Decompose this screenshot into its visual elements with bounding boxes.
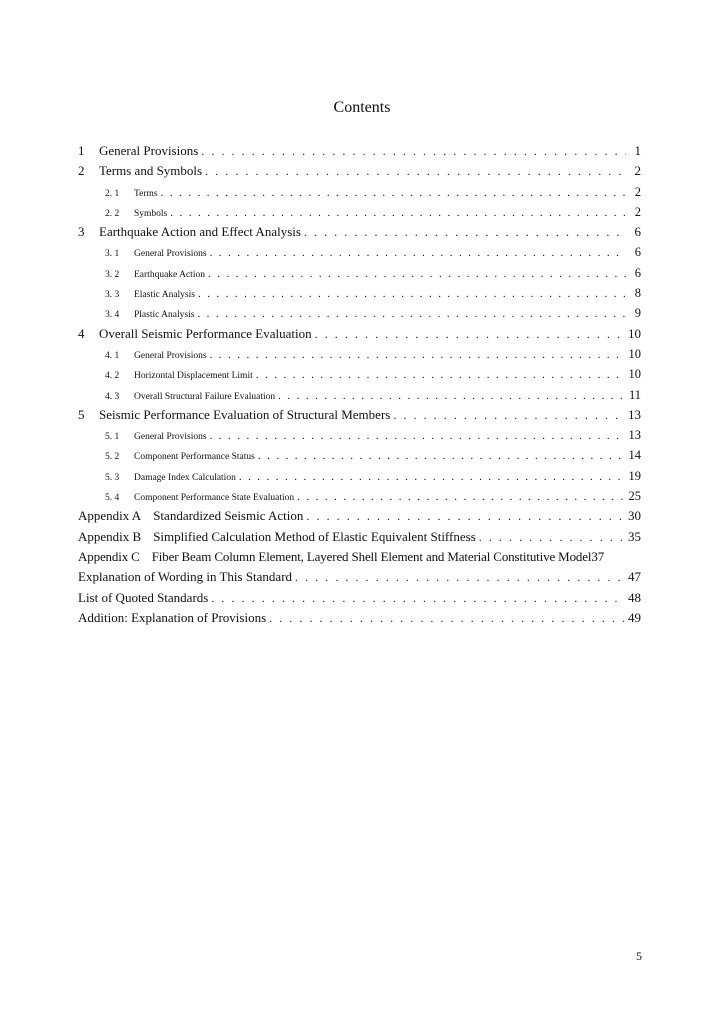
toc-entry-label: Component Performance Status [134, 452, 255, 463]
toc-entry-label: Seismic Performance Evaluation of Structural Members [99, 406, 391, 422]
toc-entry-4-2[interactable] [78, 364, 641, 384]
toc-entry-number: 3 [78, 224, 85, 240]
toc-entry-page: 35 [628, 528, 641, 544]
toc-entry-label: General Provisions [134, 350, 207, 361]
toc-entry-page: 10 [628, 367, 641, 382]
dot-leader [210, 345, 626, 364]
toc-entry-provisions-explanation[interactable] [78, 608, 641, 628]
toc-entry-label: General Provisions [134, 432, 207, 443]
toc-entry-number: 2. 1 [105, 188, 120, 199]
toc-entry-4[interactable] [78, 324, 641, 344]
toc-entry-label: Addition: Explanation of Provisions [78, 609, 267, 625]
toc-entry-appendix-c[interactable] [78, 547, 641, 567]
toc-entry-label: Overall Structural Failure Evaluation [134, 391, 276, 402]
toc-entry-page: 25 [628, 489, 641, 504]
toc-entry-label: Plastic Analysis [134, 310, 195, 321]
toc-entry-label: Overall Seismic Performance Evaluation [99, 325, 312, 341]
toc-entry-label: General Provisions [134, 249, 207, 260]
toc-entry-5[interactable] [78, 405, 641, 425]
toc-entry-label: General Provisions [99, 143, 199, 158]
toc-entry-3[interactable] [78, 222, 641, 242]
toc-entry-label: Symbols [134, 208, 168, 219]
toc-entry-label: Fiber Beam Column Element, Layered Shell Element and Material Constitutive Model [151, 548, 592, 564]
toc-entry-number: 5 [78, 406, 85, 422]
toc-entry-number: 3. 1 [105, 249, 120, 260]
toc-entry-appendix-b[interactable] [78, 527, 641, 547]
toc-entry-page: 2 [634, 204, 641, 219]
toc-entry-label: Elastic Analysis [134, 290, 195, 301]
toc-entry-number: 3. 2 [105, 269, 120, 280]
toc-entry-page: 48 [628, 589, 641, 605]
toc-entry-number: 5. 4 [105, 493, 120, 504]
toc-entry-number: 3. 3 [105, 290, 120, 301]
dot-leader [211, 588, 625, 608]
toc-entry-3-3[interactable] [78, 283, 641, 303]
toc-entry-number: 4. 3 [105, 391, 120, 402]
toc-entry-page: 14 [628, 448, 641, 463]
toc-entry-5-3[interactable] [78, 466, 641, 486]
toc-entry-page: 13 [628, 428, 641, 443]
toc-entry-label: Standardized Seismic Action [153, 508, 304, 524]
toc-entry-2-2[interactable] [78, 202, 641, 222]
toc-entry-page: 2 [634, 163, 641, 179]
toc-entry-page: 11 [628, 387, 641, 402]
toc-entry-page: 10 [628, 325, 641, 341]
toc-entry-page: 6 [634, 245, 641, 260]
toc-entry-label: List of Quoted Standards [78, 589, 209, 605]
dot-leader [210, 243, 626, 262]
toc-entry-number: 1 [78, 143, 85, 158]
toc-entry-label: Earthquake Action [134, 269, 205, 280]
dot-leader [205, 161, 626, 181]
toc-entry-4-3[interactable] [78, 385, 641, 405]
toc-entry-page: 8 [634, 286, 641, 301]
toc-entry-label: Horizontal Displacement Limit [134, 371, 253, 382]
dot-leader [170, 203, 626, 222]
toc-entry-3-2[interactable] [78, 263, 641, 283]
toc-entry-number: Appendix A [78, 508, 142, 524]
dot-leader [258, 446, 626, 465]
toc-entry-label: Damage Index Calculation [134, 472, 236, 483]
toc-entry-3-4[interactable] [78, 303, 641, 323]
toc-entry-page: 6 [634, 265, 641, 280]
toc-entry-4-1[interactable] [78, 344, 641, 364]
dot-leader [198, 284, 626, 303]
dot-leader [393, 405, 625, 425]
toc-entry-number: 5. 3 [105, 472, 120, 483]
dot-leader [297, 487, 625, 506]
toc-entry-page: 6 [634, 224, 641, 240]
table-of-contents [78, 141, 641, 628]
dot-leader [304, 222, 626, 242]
toc-entry-5-4[interactable] [78, 486, 641, 506]
toc-entry-number: 5. 2 [105, 452, 120, 463]
toc-entry-page: 37 [591, 548, 605, 564]
toc-entry-label: Simplified Calculation Method of Elastic Equivalent Stiffness [153, 528, 476, 544]
dot-leader [306, 506, 625, 526]
toc-entry-appendix-a[interactable] [78, 506, 641, 526]
toc-entry-label: Terms [134, 188, 158, 199]
dot-leader [269, 608, 625, 628]
toc-entry-number: Appendix B [78, 528, 142, 544]
dot-leader [239, 467, 626, 486]
toc-entry-page: 1 [634, 143, 641, 158]
toc-entry-label: Terms and Symbols [99, 163, 203, 179]
toc-entry-number: 3. 4 [105, 310, 120, 321]
contents-title: Contents [333, 99, 391, 116]
toc-entry-number: 4 [78, 325, 85, 341]
toc-entry-5-1[interactable] [78, 425, 641, 445]
toc-entry-2[interactable] [78, 161, 641, 181]
toc-entry-3-1[interactable] [78, 242, 641, 262]
toc-entry-page: 9 [634, 306, 641, 321]
dot-leader [295, 567, 625, 587]
toc-entry-5-2[interactable] [78, 445, 641, 465]
dot-leader [208, 264, 626, 283]
dot-leader [197, 304, 626, 323]
toc-entry-number: 2. 2 [105, 208, 120, 219]
toc-entry-page: 49 [628, 609, 641, 625]
toc-entry-page: 30 [628, 508, 641, 524]
toc-entry-wording-explanation[interactable] [78, 567, 641, 587]
dot-leader [210, 426, 626, 445]
toc-entry-2-1[interactable] [78, 182, 641, 202]
toc-entry-page: 47 [628, 569, 641, 585]
toc-entry-page: 13 [628, 406, 641, 422]
toc-entry-label: Earthquake Action and Effect Analysis [99, 224, 301, 240]
toc-entry-page: 2 [634, 184, 641, 199]
toc-entry-number: 4. 1 [105, 350, 120, 361]
toc-entry-page: 19 [628, 468, 641, 483]
toc-entry-quoted-standards[interactable] [78, 588, 641, 608]
toc-entry-number: 5. 1 [105, 432, 120, 443]
toc-entry-number: 2 [78, 163, 85, 179]
page-number: 5 [636, 949, 642, 963]
toc-entry-number: Appendix C [78, 548, 140, 564]
dot-leader [479, 527, 625, 547]
toc-entry-page: 10 [628, 346, 641, 361]
dot-leader [256, 365, 626, 384]
dot-leader [278, 386, 626, 405]
dot-leader [201, 141, 626, 161]
dot-leader [315, 324, 625, 344]
toc-entry-number: 4. 2 [105, 371, 120, 382]
toc-entry-label: Component Performance State Evaluation [134, 493, 295, 504]
dot-leader [161, 183, 626, 202]
toc-entry-label: Explanation of Wording in This Standard [78, 569, 293, 585]
toc-entry-1[interactable] [78, 141, 641, 161]
